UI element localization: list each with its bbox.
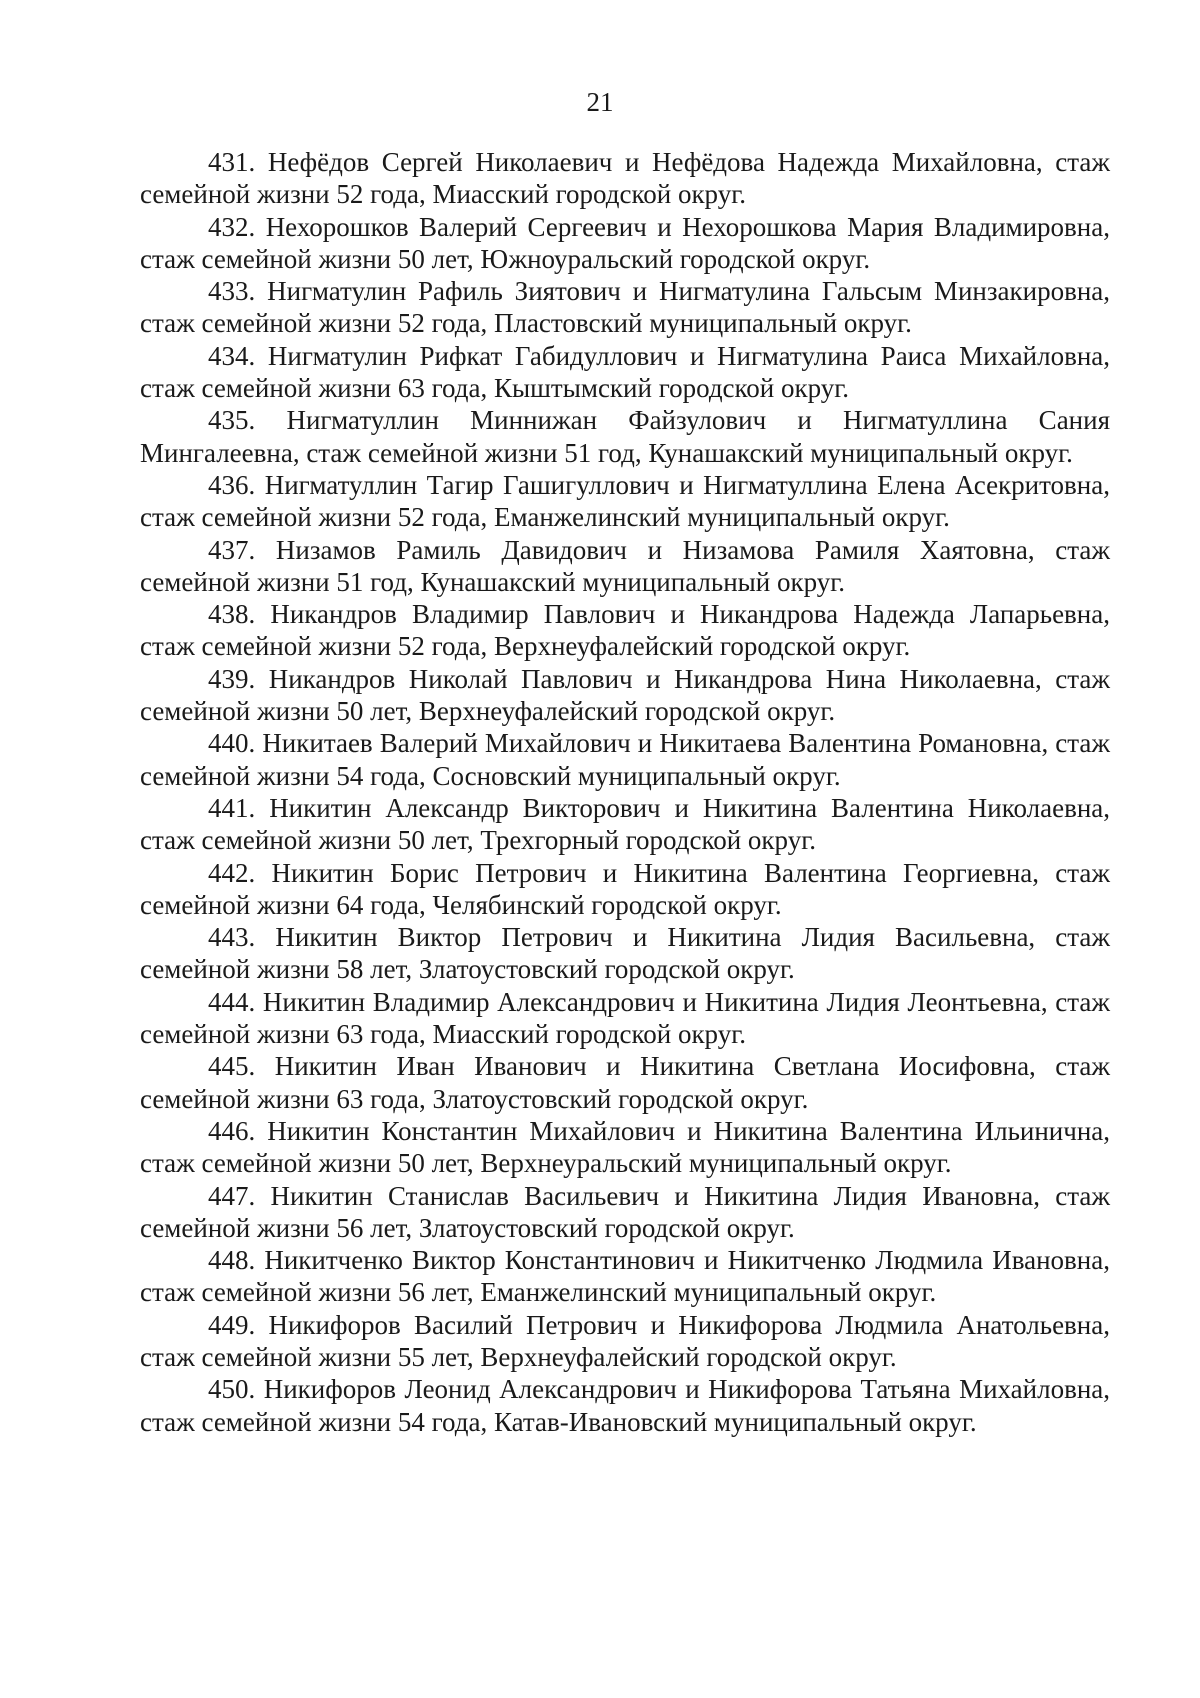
list-item	[140, 1180, 1110, 1245]
list-item	[140, 598, 1110, 663]
entry-number: 436.	[208, 469, 256, 500]
entry-number: 438.	[208, 599, 256, 630]
entry-text: Никандров Николай Павлович и Никандрова Нина Николаевна, стаж семейной жизни 50 лет, Верхнеуфалейский городской округ.	[140, 663, 1110, 727]
entry-list	[140, 146, 1110, 1438]
entry-text: Никитченко Виктор Константинович и Никитченко Людмила Ивановна, стаж семейной жизни 56 лет, Еманжелинский муниципальный округ.	[140, 1245, 1110, 1308]
entry-text: Нефёдов Сергей Николаевич и Нефёдова Надежда Михайловна, стаж семейной жизни 52 года, Миасский городской округ.	[140, 147, 1111, 210]
entry-number: 431.	[208, 147, 256, 177]
list-item	[140, 1309, 1110, 1374]
entry-number: 437.	[208, 534, 256, 565]
entry-text: Никитин Борис Петрович и Никитина Валентина Георгиевна, стаж семейной жизни 64 года, Челябинский городской округ.	[140, 857, 1111, 920]
entry-text: Нехорошков Валерий Сергеевич и Нехорошкова Мария Владимировна, стаж семейной жизни 50 лет, Южноуральский городской округ.	[140, 211, 1110, 274]
list-item	[140, 404, 1110, 469]
entry-text: Нигматулин Рафиль Зиятович и Нигматулина Гальсым Минзакировна, стаж семейной жизни 52 года, Пластовский муниципальный округ.	[140, 276, 1111, 339]
entry-text: Никитин Иван Иванович и Никитина Светлана Иосифовна, стаж семейной жизни 63 года, Златоустовский городской округ.	[140, 1051, 1110, 1114]
entry-number: 448.	[208, 1245, 256, 1276]
entry-text: Никифоров Леонид Александрович и Никифорова Татьяна Михайловна, стаж семейной жизни 54 года, Катав-Ивановский муниципальный округ.	[140, 1374, 1111, 1437]
entry-number: 444.	[208, 986, 256, 1017]
entry-number: 445.	[208, 1051, 256, 1082]
list-item	[140, 663, 1110, 728]
list-item	[140, 857, 1110, 922]
entry-number: 435.	[208, 405, 256, 436]
list-item	[140, 792, 1110, 857]
entry-number: 442.	[208, 857, 256, 888]
entry-text: Нигматуллин Миннижан Файзулович и Нигматуллина Сания Мингалеевна, стаж семейной жизни 51 год, Кунашакский муниципальный округ.	[140, 405, 1110, 468]
entry-text: Никитаев Валерий Михайлович и Никитаева Валентина Романовна, стаж семейной жизни 54 года, Сосновский муниципальный округ.	[140, 728, 1111, 791]
list-item	[140, 986, 1110, 1051]
list-item	[140, 921, 1110, 986]
entry-text: Никитин Константин Михайлович и Никитина Валентина Ильинична, стаж семейной жизни 50 лет, Верхнеуральский муниципальный округ.	[140, 1115, 1111, 1179]
list-item	[140, 275, 1110, 340]
entry-text: Никитин Виктор Петрович и Никитина Лидия Васильевна, стаж семейной жизни 58 лет, Златоустовский городской округ.	[140, 922, 1111, 985]
entry-number: 440.	[208, 728, 256, 759]
list-item	[140, 1244, 1110, 1309]
list-item	[140, 340, 1110, 405]
list-item	[140, 1050, 1110, 1115]
list-item	[140, 1373, 1110, 1438]
entry-text: Нигматуллин Тагир Гашигуллович и Нигматуллина Елена Асекритовна, стаж семейной жизни 52 года, Еманжелинский муниципальный округ.	[140, 469, 1110, 533]
entry-text: Никитин Александр Викторович и Никитина Валентина Николаевна, стаж семейной жизни 50 лет, Трехгорный городской округ.	[140, 792, 1110, 856]
entry-number: 439.	[208, 663, 256, 694]
entry-text: Никандров Владимир Павлович и Никандрова Надежда Лапарьевна, стаж семейной жизни 52 года, Верхнеуфалейский городской округ.	[140, 599, 1110, 662]
list-item	[140, 146, 1110, 211]
entry-number: 446.	[208, 1115, 256, 1146]
list-item	[140, 469, 1110, 534]
list-item	[140, 1115, 1110, 1180]
entry-text: Низамов Рамиль Давидович и Низамова Рамиля Хаятовна, стаж семейной жизни 51 год, Кунашакский муниципальный округ.	[140, 534, 1110, 597]
list-item	[140, 211, 1110, 276]
entry-number: 432.	[208, 211, 256, 242]
entry-number: 447.	[208, 1180, 256, 1211]
entry-number: 443.	[208, 922, 256, 953]
entry-text: Никитин Станислав Васильевич и Никитина Лидия Ивановна, стаж семейной жизни 56 лет, Златоустовский городской округ.	[140, 1180, 1111, 1243]
page-number: 21	[586, 87, 614, 117]
entry-text: Никитин Владимир Александрович и Никитина Лидия Леонтьевна, стаж семейной жизни 63 года, Миасский городской округ.	[140, 986, 1110, 1050]
entry-number: 450.	[208, 1374, 256, 1405]
entry-number: 434.	[208, 340, 256, 371]
entry-text: Нигматулин Рифкат Габидуллович и Нигматулина Раиса Михайловна, стаж семейной жизни 63 года, Кыштымский городской округ.	[140, 340, 1111, 404]
entry-text: Никифоров Василий Петрович и Никифорова Людмила Анатольевна, стаж семейной жизни 55 лет, Верхнеуфалейский городской округ.	[140, 1309, 1110, 1372]
list-item	[140, 534, 1110, 599]
entry-number: 441.	[208, 792, 256, 823]
entry-number: 449.	[208, 1309, 256, 1340]
entry-number: 433.	[208, 276, 256, 307]
list-item	[140, 727, 1110, 792]
